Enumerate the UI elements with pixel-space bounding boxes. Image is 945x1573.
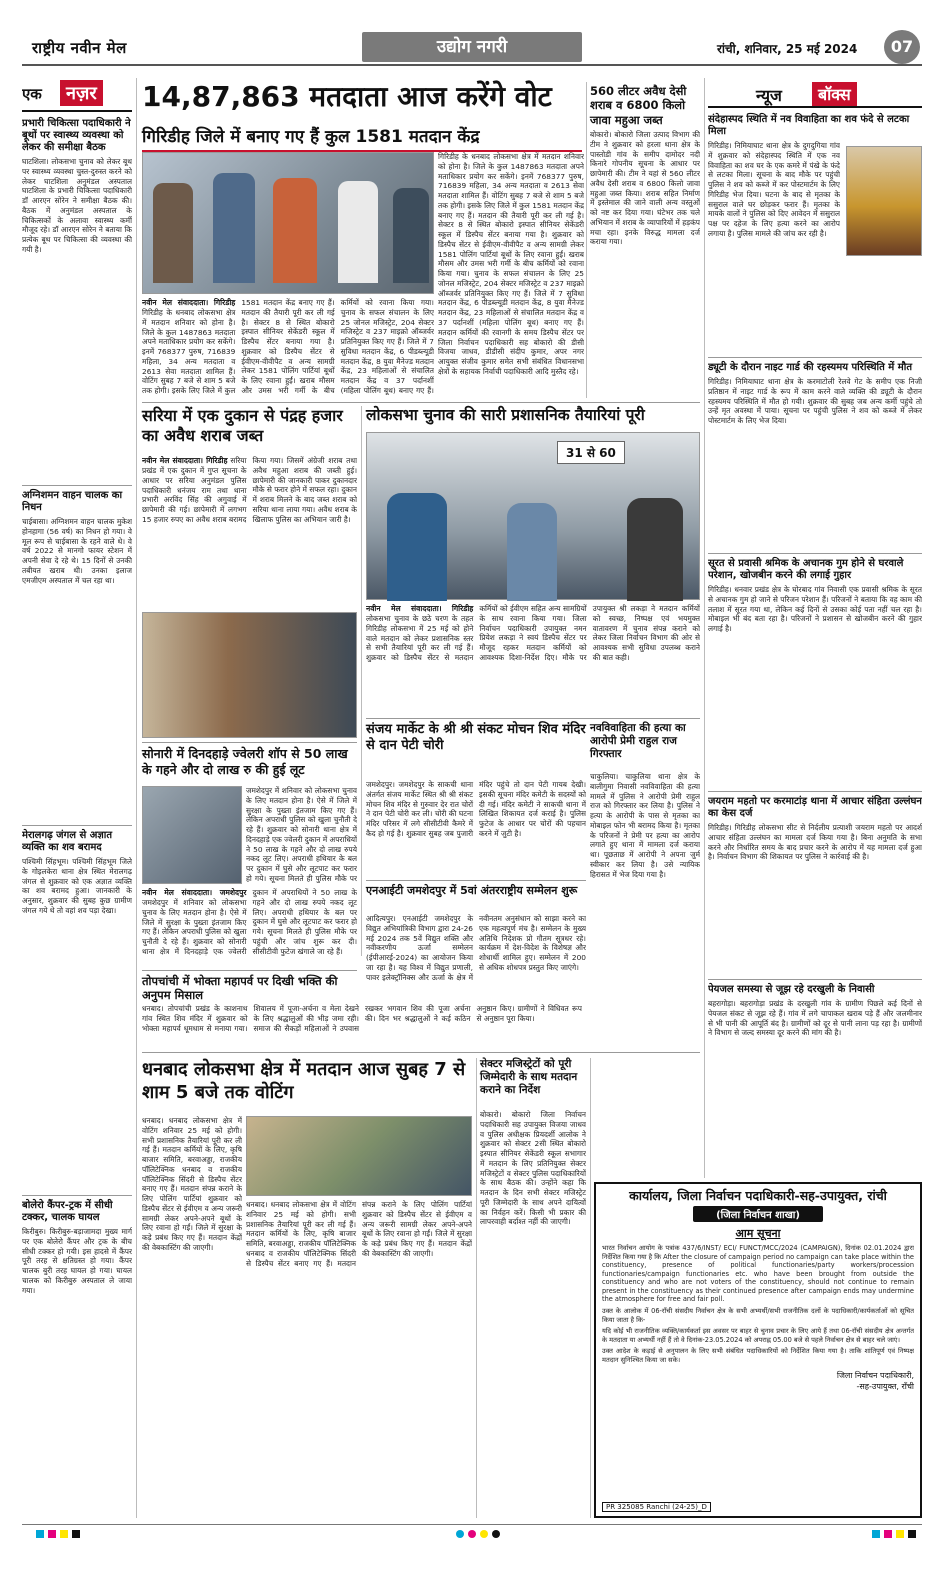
notice-body-3: यदि कोई भी राजनीतिक व्यक्ति/कार्यकर्ता इस अवसर पर बाहर से चुनाव प्रचार के लिए आये हैं तथा 06-राँची संसदीय क्षेत्र अन्तर्गत के मतदाता या अभ्यर्थी नहीं हैं तो वे दिनांक-23.05.2024 को अपराह्न 05.00 बजे से पहले निर्वाचन क्षेत्र से बाहर चले जाएं। [602,1327,914,1344]
sariya-body: सरिया प्रखंड में एक दुकान में गुप्त सूचना के आधार पर सरिया अनुमंडल पुलिस पदाधिकारी धनंजय राम तथा थाना प्रभारी अरविंद सिंह की अगुवाई में छापेमारी की गई। छापेमारी में लगभग 15 हजार रुपए का अवैध शराब बरामद किया गया। जिसमें अंग्रेजी शराब तथा अवैध महुआ शराब की जब्ती हुई। छापेमारी की जानकारी पाकर दुकानदार मौके से फरार होने में सफल रहा। दुकान में शराब मिलने के बाद जब्त शराब को सरिया थाना लाया गया। अवैध शराब के खिलाफ पुलिस का अभियान जारी है। [142,456,357,524]
ek-nazar-column [22,78,132,1518]
color-swatch [492,1530,500,1538]
color-swatch [872,1530,880,1538]
news-box-item [708,979,922,1089]
section-rule [142,970,357,971]
ek-nazar-item [22,1195,132,1477]
news-box-item-title: पेयजल समस्या से जूझ रहे दरखुली के निवासी [708,984,875,995]
column-divider [476,1058,477,1518]
masthead-rule [22,64,922,66]
liquor-headline: 560 लीटर अवैध देसी शराब व 6800 किलो जावा महुआ जब्त [590,84,687,127]
ek-nazar-label-a: एक [22,85,42,103]
news-box-label-b: बॉक्स [812,82,857,106]
section-rule [142,742,357,743]
news-box-item-body: बहरागोड़ा। बहरागोड़ा प्रखंड के दरखुली गांव के ग्रामीण पिछले कई दिनों से पेयजल संकट से जूझ रहे हैं। गांव में लगे चापाकल खराब पड़े हैं और जलमीनार से भी पानी की आपूर्ति बंद है। ग्रामीणों को दूर से पानी लाना पड़ रहा है। ग्रामीणों ने विभाग से जल्द समस्या दूर करने की मांग की है। [708,999,922,1038]
lead-body-wrap [142,298,434,398]
sariya-body-wrap [142,456,357,606]
news-box-column [708,82,922,1178]
paper-name: राष्ट्रीय नवीन मेल [32,39,127,57]
ek-nazar-item-title: मेरालगढ़ जंगल से अज्ञात व्यक्ति का शव बरामद [22,830,113,853]
footer-rule [22,1524,922,1525]
conference-body: आदित्यपुर। एनआईटी जमशेदपुर के विद्युत अभियांत्रिकी विभाग द्वारा 24-26 मई 2024 तक 5वें विद्युत शक्ति और नवीकरणीय ऊर्जा सम्मेलन (ईपीआरई-2024) का आयोजन किया जा रहा है। यह विश्व में विद्युत प्रणाली, पावर इलेक्ट्रॉनिक्स और ऊर्जा के क्षेत्र में नवीनतम अनुसंधान को साझा करने का एक महत्वपूर्ण मंच है। सम्मेलन के मुख्य अतिथि निदेशक प्रो गौतम सूत्रधर रहे। कार्यक्रम में देश-विदेश के विशेषज्ञ और शोधार्थी शामिल हुए। सम्मेलन में 200 से अधिक शोधपत्र प्रस्तुत किए जाएंगे। [366,914,586,982]
admin-body-wrap [366,604,700,714]
lead-headline: 14,87,863 मतदाता आज करेंगे वोट [142,80,552,113]
column-divider [136,78,137,1518]
person-figure [627,498,683,601]
sector-headline: सेक्टर मजिस्ट्रेटों को पूरी जिम्मेदारी के साथ मतदान कराने का निर्देश [480,1058,578,1097]
section-rule [366,880,586,881]
dhanbad-photo [246,1116,472,1196]
ek-nazar-label-b: नज़र [60,80,103,106]
news-box-item-title: संदेहास्पद स्थिति में नव विवाहिता का शव फंदे से लटका मिला [708,114,910,137]
sariya-photo [142,612,357,738]
column-divider [361,406,362,956]
news-box-item-body: गिरिडीह। धनवार प्रखंड क्षेत्र के घोरबाद गांव निवासी एक प्रवासी श्रमिक के सूरत से अचानक गुम हो जाने से परिजन परेशान हैं। परिजनों ने बताया कि वह काम की तलाश में सूरत गया था, लेकिन कई दिनों से उसका कोई पता नहीं चल रहा है। मोबाइल भी बंद बता रहा है। परिजनों ने प्रशासन से खोजबीन करने की गुहार लगाई है। [708,585,922,634]
color-swatch [60,1530,68,1538]
ek-nazar-item [22,118,132,477]
ek-nazar-item-body: चाईबासा। अग्निशमन वाहन चालक मुकेश होनहागा (56 वर्ष) का निधन हो गया। वे मूल रूप से चाईबासा के रहने वाले थे। वे वर्ष 2022 से मानगो फायर स्टेशन में अपनी सेवा दे रहे थे। 15 दिनों से उनकी तबीयत खराब थी। उनका इलाज एमजीएम अस्पताल में चल रहा था। [22,517,132,585]
color-swatch [48,1530,56,1538]
ek-nazar-item-body: पश्चिमी सिंहभूम। पश्चिमी सिंहभूम जिले के गोइलकेरा थाना क्षेत्र स्थित मेरालगढ़ जंगल से शुक्रवार को एक अज्ञात व्यक्ति का शव बरामद हुआ। जानकारी के अनुसार, शुक्रवार की सुबह कुछ ग्रामीण जंगल गये थे तो वहां शव पड़ा देखा। [22,857,132,915]
ek-nazar-item-title: अग्निशमन वाहन चालक का निधन [22,490,123,513]
print-color-marks [36,1530,916,1540]
news-box-item [708,114,922,351]
news-box-item-title: सूरत से प्रवासी श्रमिक के अचानक गुम होने से घरवाले परेशान, खोजबीन करने की लगाई गुहार [708,558,904,581]
page-number [884,30,920,64]
admin-byline: नवीन मेल संवाददाता। गिरिडीह [366,604,474,613]
color-swatch [896,1530,904,1538]
ek-nazar-header [22,78,132,112]
ek-nazar-item-title: बोलेरो कैंपर-ट्रक में सीधी टक्कर, चालक घायल [22,1200,113,1223]
notice-pr-number: PR 325085 Ranchi (24-25)_D [602,1502,711,1512]
column-divider [590,1058,591,1518]
conference-headline: एनआईटी जमशेदपुर में 5वां अंतरराष्ट्रीय सम्मेलन शुरू [366,884,578,897]
color-swatch [456,1530,464,1538]
booth-sign: 31 से 60 [557,441,625,464]
masthead [22,30,922,66]
lead-subhead: गिरिडीह जिले में बनाए गए हैं कुल 1581 मतदान केंद्र [142,124,582,152]
section-title: उद्योग नगरी [436,37,508,57]
news-box-item-body: गिरिडीह। निमियाघाट थाना क्षेत्र के करमाटोली रेलवे गेट के समीप एक निजी प्रतिष्ठान में नाइट गार्ड के रूप में काम करने वाले व्यक्ति की ड्यूटी के दौरान रहस्यमय परिस्थिति में मौत हो गयी। शुक्रवार की सुबह जब अन्य कर्मी पहुंचे तो उन्हें मृत अवस्था में पाया। सूचना पर पहुंची पुलिस ने शव को कब्जे में लेकर पोस्टमार्टम के लिए भेज दिया। [708,377,922,426]
murder-headline: नवविवाहिता की हत्या का आरोपी प्रेमी राहुल राज गिरफ्तार [590,722,686,761]
news-box-item [708,791,922,973]
person-figure [153,183,193,283]
admin-body: लोकसभा चुनाव के छठे चरण के तहत गिरिडीह लोकसभा में 25 मई को होने वाले मतदान को लेकर प्रशासनिक स्तर से सभी तैयारियां पूरी कर ली गई हैं। शुक्रवार को डिस्पैच सेंटर से मतदान कर्मियों को ईवीएम सहित अन्य सामग्रियों के साथ रवाना किया गया। जिला निर्वाचन पदाधिकारी उपायुक्त नमन प्रियेश लकड़ा ने स्वयं डिस्पैच सेंटर पर मौजूद रहकर मतदान कर्मियों को आवश्यक दिशा-निर्देश दिए। मौके पर उपायुक्त श्री लकड़ा ने मतदान कर्मियों को स्वच्छ, निष्पक्ष एवं भयमुक्त वातावरण में चुनाव संपन्न कराने को लेकर जिला निर्वाचन विभाग की ओर से आवश्यक सभी सुविधा उपलब्ध कराने की बात कही। [366,604,700,663]
dhanbad-headline: धनबाद लोकसभा क्षेत्र में मतदान आज सुबह 7 से शाम 5 बजे तक वोटिंग [142,1059,466,1104]
lead-body-continued: गिरिडीह के धनबाद लोकसभा क्षेत्र में मतदान शनिवार को होना है। जिले के कुल 1487863 मतदाता अपने मताधिकार प्रयोग कर सकेंगे। इनमें 768377 पुरुष, 716839 महिला, 34 अन्य मतदाता व 2613 सेवा मतदाता शामिल हैं। वोटिंग सुबह 7 बजे से शाम 5 बजे तक होगी। इसके लिए जिले में कुल 1581 मतदान केंद्र बनाए गए हैं। मतदान की तैयारी पूरी कर ली गई है। सेक्टर 8 से स्थित बोकारो इस्पात सीनियर सेकेंडरी स्कूल में डिस्पैच सेंटर बनाया गया है। शुक्रवार को डिस्पैच सेंटर से ईवीएम-वीवीपैट व अन्य सामग्री लेकर 1581 पोलिंग पार्टियां बूथों के लिए रवाना हुईं। खराब मौसम और उमस भरी गर्मी के बीच कर्मियों को रवाना किया गया। चुनाव के सफल संचालन के लिए 25 जोनल मजिस्ट्रेट, 204 सेक्टर मजिस्ट्रेट व 237 माइक्रो ऑब्जर्वर प्रतिनियुक्त किए गए हैं। जिले में 7 सुविधा मतदान केंद्र, 6 पीडब्ल्यूडी मतदान केंद्र, 8 युवा मैनेज्ड मतदान केंद्र, 23 महिलाओं से संचालित मतदान केंद्र व 37 पर्दानशीं (महिला पोलिंग बूथ) बनाए गए हैं। मतदान कर्मियों की रवानगी के समय डिस्पैच सेंटर पर जिला निर्वाचन पदाधिकारी सह बोकारो की डीसी विजया जाधव, डीडीसी संदीप कुमार, अपर नगर आयुक्त संजीव कुमार समेत सभी संबंधित विधानसभा क्षेत्रों के सहायक निर्वाची पदाधिकारी आदि मुस्तैद रहे। [438,152,584,376]
color-swatch [908,1530,916,1538]
column-divider [586,82,587,398]
dhanbad-body-continued: धनबाद। धनबाद लोकसभा क्षेत्र में वोटिंग शनिवार 25 मई को होगी। सभी प्रशासनिक तैयारियां पूरी कर ली गई हैं। मतदान कर्मियों के लिए, कृषि बाजार समिति, बरवाअड्डा, राजकीय पॉलिटेक्निक धनबाद व राजकीय पॉलिटेक्निक सिंदरी से डिस्पैच सेंटर बनाए गए हैं। मतदान संपन्न कराने के लिए पोलिंग पार्टियां शुक्रवार को डिस्पैच सेंटर से ईवीएम व अन्य जरूरी सामग्री लेकर अपने-अपने बूथों के लिए रवाना हो गईं। जिले में सुरक्षा के कड़े प्रबंध किए गए हैं। मतदान केंद्रों की वेबकास्टिंग की जाएगी। [246,1200,472,1268]
news-box-label-a: न्यूज [756,86,782,105]
ek-nazar-item [22,825,132,1187]
ek-nazar-item-body: घाटशिला। लोकसभा चुनाव को लेकर बूथ पर स्वास्थ्य व्यवस्था चुस्त-दुरुस्त करने को लेकर घाटशिला अनुमंडल अस्पताल घाटशिला के प्रभारी चिकित्सा पदाधिकारी डॉ आरएन सोरेन ने समीक्षा बैठक की। बैठक में अनुमंडल अस्पताल के चिकित्सकों के अलावा स्वास्थ्य कर्मी मौजूद रहे। डॉ आरएन सोरेन ने बताया कि प्रत्येक बूथ पर चिकित्सा की व्यवस्था की गयी है। [22,157,132,254]
liquor-body: बोकारो। बोकारो जिला उत्पाद विभाग की टीम ने शुक्रवार को हरला थाना क्षेत्र के पास्तोडी गांव के समीप दामोदर नदी किनारे गोपनीय सूचना के आधार पर छापेमारी की। टीम ने यहां से 560 लीटर अवैध देसी शराब व 6800 किलो जावा महुआ जब्त किया। शराब सहित निर्माण में इस्तेमाल की जाने वाली अन्य वस्तुओं को नष्ट कर दिया गया। घंटेभर तक चले अभियान में शराब के व्यापारियों में हड़कंप मचा रहा। इनके विरुद्ध मामला दर्ज कराया गया। [590,130,700,247]
color-swatch [480,1530,488,1538]
color-swatch [36,1530,44,1538]
murder-body: चाकुलिया। चाकुलिया थाना क्षेत्र के बालीगुमा निवासी नवविवाहिता की हत्या मामले में पुलिस ने आरोपी प्रेमी राहुल राज को गिरफ्तार कर लिया है। पुलिस ने हत्या के आरोपी के पास से मृतका का मोबाइल फोन भी बरामद किया है। मृतका के परिजनों ने प्रेमी पर हत्या का आरोप लगाते हुए थाना में मामला दर्ज कराया था। पूछताछ में आरोपी ने अपना जुर्म स्वीकार कर लिया है। उसे न्यायिक हिरासत में भेज दिया गया है। [590,772,700,879]
section-rule [366,718,700,719]
color-swatch [884,1530,892,1538]
person-figure [507,503,557,601]
notice-signatory-1: जिला निर्वाचन पदाधिकारी, [836,1371,914,1381]
sariya-headline: सरिया में एक दुकान से पंद्रह हजार का अवैध शराब जब्त [142,406,343,445]
jewelry-body: जमशेदपुर में शनिवार को लोकसभा चुनाव के लिए मतदान होना है। ऐसे में जिले में सुरक्षा के पुख्ता इंतजाम किए गए हैं। लेकिन अपराधी पुलिस को खुला चुनौती दे रहे हैं। शुक्रवार को सोनारी थाना क्षेत्र में दिनदहाड़े एक ज्वेलरी दुकान में अपराधियों ने 50 लाख के गहने और दो लाख रुपये नकद लूट लिए। अपराधी हथियार के बल पर दुकान में घुसे और लूटपाट कर फरार हो गये। सूचना मिलते ही पुलिस मौके पर पहुंची और जांच शुरू कर दी। सीसीटीवी फुटेज खंगाले जा रहे हैं। [142,888,357,956]
news-box-item-body: गिरिडीह। निमियाघाट थाना क्षेत्र के दुगदुगिया गांव में शुक्रवार को संदेहास्पद स्थिति में एक नव विवाहिता का शव घर के एक कमरे में पंखे के फंदे से लटका मिला। सूचना के बाद मौके पर पहुंची पुलिस ने शव को कब्जे में कर पोस्टमार्टम के लिए गिरिडीह भेज दिया। घटना के बाद से मृतका के ससुराल वाले घर छोड़कर फरार हैं। मृतका के मायके वालों ने पुलिस को दिए आवेदन में ससुराल पक्ष पर दहेज के लिए हत्या करने का आरोप लगाया है। पुलिस मामले की जांच कर रही है। [708,141,840,238]
notice-body-2: उक्त के आलोक में 06-राँची संसदीय निर्वाचन क्षेत्र के सभी अभ्यर्थी/सभी राजनीतिक दलों के पदाधिकारी/कार्यकर्ताओं को सूचित किया जाता है कि- [602,1306,914,1324]
notice-office: कार्यालय, जिला निर्वाचन पदाधिकारी-सह-उपायुक्त, रांची [629,1188,887,1203]
news-box-header [708,82,922,108]
admin-headline: लोकसभा चुनाव की सारी प्रशासनिक तैयारियां पूरी [366,406,645,424]
ek-nazar-item-body: किरीबुरु। किरीबुरु-बड़ाजामदा मुख्य मार्ग पर एक बोलेरो कैंपर और ट्रक के बीच सीधी टक्कर हो गयी। इस हादसे में कैंपर पूरी तरह से क्षतिग्रस्त हो गया। कैंपर चालक बुरी तरह घायल हो गया। घायल चालक को किरीबुरु अस्पताल ले जाया गया। [22,1227,132,1295]
person-figure [393,188,429,283]
page-number-text: 07 [890,37,914,56]
notice-body-4: उक्त आदेश के कड़ाई से अनुपालन के लिए सभी संबंधित पदाधिकारियों को निर्देशित किया गया है। ताकि शांतिपूर्ण एवं निष्पक्ष मतदान सुनिश्चित किया जा सके। [602,1347,914,1364]
news-box-item [708,553,922,785]
notice-branch: (जिला निर्वाचन शाखा) [693,1206,823,1222]
jewelry-byline: नवीन मेल संवाददाता। जमशेदपुर [142,888,247,897]
bride-photo [846,146,922,256]
jewelry-body-side: जमशेदपुर में शनिवार को लोकसभा चुनाव के लिए मतदान होना है। ऐसे में जिले में सुरक्षा के पुख्ता इंतजाम किए गए हैं। लेकिन अपराधी पुलिस को खुला चुनौती दे रहे हैं। शुक्रवार को सोनारी थाना क्षेत्र में दिनदहाड़े एक ज्वेलरी दुकान में अपराधियों ने 50 लाख के गहने और दो लाख रुपये नकद लूट लिए। अपराधी हथियार के बल पर दुकान में घुसे और लूटपाट कर फरार हो गये। सूचना मिलते ही पुलिस मौके पर [246,786,357,883]
sariya-byline: नवीन मेल संवाददाता। गिरिडीह [142,456,228,465]
lead-body: गिरिडीह के धनबाद लोकसभा क्षेत्र में मतदान शनिवार को होना है। जिले के कुल 1487863 मतदाता अपने मताधिकार प्रयोग कर सकेंगे। इनमें 768377 पुरुष, 716839 महिला, 34 अन्य मतदाता व 2613 सेवा मतदाता शामिल हैं। वोटिंग सुबह 7 बजे से शाम 5 बजे तक होगी। इसके लिए जिले में कुल 1581 मतदान केंद्र बनाए गए हैं। मतदान की तैयारी पूरी कर ली गई है। सेक्टर 8 से स्थित बोकारो इस्पात सीनियर सेकेंडरी स्कूल में डिस्पैच सेंटर बनाया गया है। शुक्रवार को डिस्पैच सेंटर से ईवीएम-वीवीपैट व अन्य सामग्री लेकर 1581 पोलिंग पार्टियां बूथों के लिए रवाना हुईं। खराब मौसम और उमस भरी गर्मी के बीच कर्मियों को रवाना किया गया। चुनाव के सफल संचालन के लिए 25 जोनल मजिस्ट्रेट, 204 सेक्टर मजिस्ट्रेट व 237 माइक्रो ऑब्जर्वर प्रतिनियुक्त किए गए हैं। जिले में 7 सुविधा मतदान केंद्र, 6 पीडब्ल्यूडी मतदान केंद्र, 8 युवा मैनेज्ड मतदान केंद्र, 23 महिलाओं से संचालित मतदान केंद्र व 37 पर्दानशीं (महिला पोलिंग बूथ) बनाए गए हैं। [142,298,434,396]
notice-signatory-2: -सह-उपायुक्त, राँची [856,1382,914,1392]
jewelry-body-wrap [142,888,357,966]
dhanbad-body: धनबाद। धनबाद लोकसभा क्षेत्र में वोटिंग शनिवार 25 मई को होगी। सभी प्रशासनिक तैयारियां पूरी कर ली गई हैं। मतदान कर्मियों के लिए, कृषि बाजार समिति, बरवाअड्डा, राजकीय पॉलिटेक्निक धनबाद व राजकीय पॉलिटेक्निक सिंदरी से डिस्पैच सेंटर बनाए गए हैं। मतदान संपन्न कराने के लिए पोलिंग पार्टियां शुक्रवार को डिस्पैच सेंटर से ईवीएम व अन्य जरूरी सामग्री लेकर अपने-अपने बूथों के लिए रवाना हो गईं। जिले में सुरक्षा के कड़े प्रबंध किए गए हैं। मतदान केंद्रों की वेबकास्टिंग की जाएगी। [142,1116,242,1252]
person-figure [273,178,317,283]
jewelry-photo [142,786,242,884]
sector-body: बोकारो। बोकारो जिला निर्वाचन पदाधिकारी सह उपायुक्त विजया जाधव व पुलिस अधीक्षक प्रियदर्शी आलोक ने शुक्रवार को सेक्टर 2सी स्थित बोकारो इस्पात सीनियर सेकेंडरी स्कूल सभागार में मतदान के लिए प्रतिनियुक्त सेक्टर मजिस्ट्रेटों व सेक्टर पुलिस पदाधिकारियों के साथ बैठक की। उन्होंने कहा कि मतदान के दिन सभी सेक्टर मजिस्ट्रेट पूरी जिम्मेदारी के साथ अपने दायित्वों का निर्वहन करें। किसी भी प्रकार की लापरवाही बर्दाश्त नहीं की जाएगी। [480,1110,586,1227]
section-rule [142,402,700,403]
sankat-headline: संजय मार्केट के श्री श्री संकट मोचन शिव मंदिर से दान पेटी चोरी [366,722,586,754]
news-box-item-body: गिरिडीह। गिरिडीह लोकसभा सीट से निर्दलीय प्रत्याशी जयराम महतो पर आदर्श आचार संहिता उल्लंघन का मामला दर्ज किया गया है। बिना अनुमति के सभा करने और निर्धारित समय के बाद प्रचार करने के आरोप में यह मामला दर्ज हुआ है। निर्वाचन विभाग की शिकायत पर पुलिस ने कार्रवाई की है। [708,823,922,862]
ek-nazar-item-title: प्रभारी चिकित्सा पदाधिकारी ने बूथों पर स्वास्थ्य व्यवस्था को लेकर की समीक्षा बैठक [22,118,131,153]
notice-body-1: भारत निर्वाचन आयोग के पत्रांक 437/6/INST/ ECI/ FUNCT/MCC/2024 (CAMPAIGN), दिनांक 02.01.2024 द्वारा निर्देशित किया गया है कि After the closure of campaign period no campaign can take place within the constituency, presence of political functionaries/party workers/procession functionaries/campaign functionaries etc. who have been brought from outside the constituency and who are not voters of the constituency, should not continue to remain present in the constituency as their continued presence after campaign ends may undermine the atmosphere for free and fair poll. [602,1244,914,1304]
lead-photo [142,152,434,294]
person-figure [387,493,447,601]
color-swatch [72,1530,80,1538]
section-rule [142,1052,700,1053]
sankat-body: जमशेदपुर। जमशेदपुर के साकची थाना अंतर्गत संजय मार्केट स्थित श्री श्री संकट मोचन शिव मंदिर से गुरुवार देर रात चोरों ने दान पेटी चोरी कर ली। चोरी की घटना मंदिर परिसर में लगे सीसीटीवी कैमरे में कैद हो गई है। शुक्रवार सुबह जब पुजारी मंदिर पहुंचे तो दान पेटी गायब देखी। इसकी सूचना मंदिर कमेटी के सदस्यों को दी गई। मंदिर कमेटी ने साकची थाना में लिखित शिकायत दर्ज कराई है। पुलिस फुटेज के आधार पर चोरों की पहचान करने में जुटी है। [366,780,586,838]
notice-title: आम सूचना [735,1227,781,1240]
person-figure [338,181,378,283]
bhokta-headline: तोपचांची में भोक्ता महापर्व पर दिखी भक्ति की अनुपम मिसाल [142,974,338,1003]
ek-nazar-item [22,485,132,817]
column-divider [704,78,705,1178]
dateline: रांची, शनिवार, 25 मई 2024 [717,42,858,56]
jewelry-headline: सोनारी में दिनदहाड़े ज्वेलरी शॉप से 50 लाख के गहने और दो लाख रु की हुई लूट [142,746,348,777]
color-swatch [468,1530,476,1538]
election-notice [594,1182,922,1518]
news-box-item-title: जयराम महतो पर करमाटांड़ थाना में आचार संहिता उल्लंघन का केस दर्ज [708,796,922,819]
news-box-item [708,357,922,547]
lead-byline: नवीन मेल संवाददाता। गिरिडीह [142,298,236,307]
bhokta-body: धनबाद। तोपचांची प्रखंड के काशनाथ गांव स्थित शिव मंदिर में शुक्रवार को भोक्ता महापर्व धूमधाम से मनाया गया। शिवालय में पूजा-अर्चना व मेला देखने के लिए श्रद्धालुओं की भीड़ जमा रही। समाज की सैकड़ों महिलाओं ने उपवास रखकर भगवान शिव की पूजा अर्चना की। दिन भर श्रद्धालुओं ने कई कठिन अनुष्ठान किए। ग्रामीणों ने विधिवत रूप से अनुष्ठान पूरा किया। [142,1004,582,1033]
section-banner [362,32,582,62]
admin-photo [366,432,700,600]
news-box-item-title: ड्यूटी के दौरान नाइट गार्ड की रहस्यमय परिस्थिति में मौत [708,362,913,373]
person-figure [213,173,255,283]
